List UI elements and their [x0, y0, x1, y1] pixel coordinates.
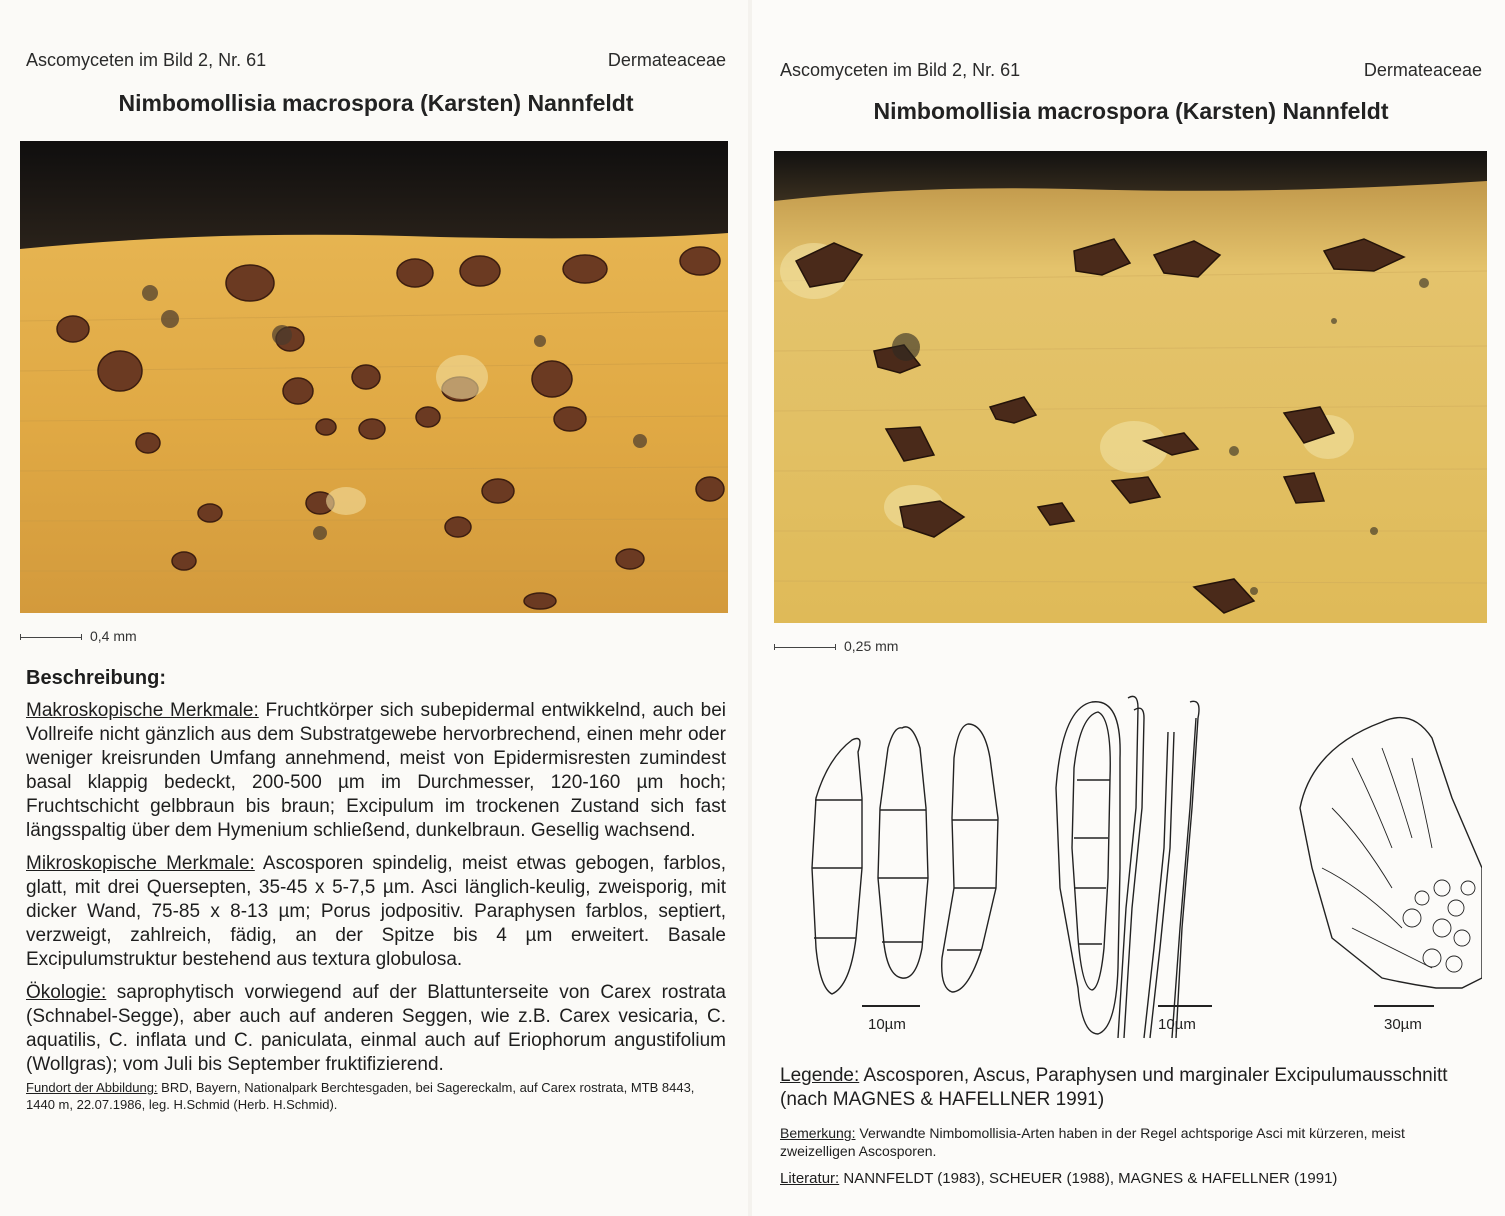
- ascospore-2: [878, 727, 928, 978]
- right-photo: [774, 151, 1487, 623]
- description-heading: Beschreibung:: [26, 667, 167, 689]
- excipulum-scale-label: 30µm: [1384, 1016, 1422, 1033]
- literatur-label: Literatur:: [780, 1170, 840, 1187]
- fundort-paragraph: [26, 1079, 726, 1113]
- left-scale-bar: [20, 628, 137, 644]
- ascospore-1: [812, 739, 862, 995]
- right-scale-bar: [774, 638, 898, 654]
- mikroskopische-merkmale-label: Mikroskopische Merkmale:: [26, 853, 255, 874]
- makroskopische-merkmale-text: Fruchtkörper sich subepidermal entwikkelnd, auch bei Vollreife nicht gänzlich aus dem Substratgewebe hervorbrechend, einen mehr oder weniger kreisrunden Umfang annehmend, meist von Epidermisresten zumindest basal klappig bedeckt, 200-500 µm im Durchmesser, 120-160 µm hoch; Fruchtschicht gelbbraun bis braun; Excipulum im trockenen Zustand sich fast längsspaltig über dem Hymenium schließend, dunkelbraun. Gesellig wachsend.: [26, 700, 726, 841]
- makroskopische-merkmale-label: Makroskopische Merkmale:: [26, 700, 259, 721]
- legende-label: Legende:: [780, 1065, 860, 1086]
- right-scale-bar-label: 0,25 mm: [844, 638, 899, 654]
- right-notes: [780, 1064, 1482, 1197]
- oekologie-text: saprophytisch vorwiegend auf der Blattunterseite von Carex rostrata (Schnabel-Segge), aber auch auf anderen Seggen, wie z.B. Carex vesicaria, C. aquatilis, C. inflata und C. paniculata, einmal auch auf Eriophorum angustifolium (Wollgras); vom Juli bis September fruktifizierend.: [26, 982, 726, 1075]
- oekologie-paragraph: [26, 981, 726, 1077]
- bemerkung-text: Verwandte Nimbomollisia-Arten haben in der Regel achtsporige Asci mit kürzeren, meist zweizelligen Ascosporen.: [780, 1125, 1405, 1159]
- right-scale-bar-line: [774, 644, 836, 650]
- literatur-text: NANNFELDT (1983), SCHEUER (1988), MAGNES & HAFELLNER (1991): [839, 1170, 1338, 1187]
- paraphysis-1: [1118, 696, 1138, 1038]
- right-family-label: Dermateaceae: [1363, 60, 1482, 80]
- left-photo: [20, 141, 728, 613]
- ascospore-scale-label: 10µm: [868, 1016, 906, 1033]
- left-page: [0, 0, 748, 1216]
- fundort-text: BRD, Bayern, Nationalpark Berchtesgaden, bei Sagereckalm, auf Carex rostrata, MTB 8443, 1440 m, 22.07.1986, leg. H.Schmid (Herb. H.Schmid).: [26, 1080, 695, 1112]
- right-photo-image: [774, 151, 1487, 623]
- ascospore-3: [942, 724, 998, 992]
- bemerkung-paragraph: [780, 1124, 1482, 1160]
- mikroskopische-merkmale-text: Ascosporen spindelig, meist etwas gebogen, farblos, glatt, mit drei Quersepten, 35-45 x 5-7,5 µm. Asci länglich-keulig, zweisporig, mit dicker Wand, 75-85 x 8-13 µm; Porus jodpositiv. Paraphysen farblos, septiert, verzweigt, zahlreich, fädig, an der Spitze bis 4 µm erweitert. Basale Excipulumstruktur bestehend aus textura globulosa.: [26, 853, 726, 970]
- right-series-label: Ascomyceten im Bild 2, Nr. 61: [780, 60, 1021, 80]
- legende-paragraph: [780, 1064, 1482, 1112]
- mikroskopische-merkmale-paragraph: [26, 852, 726, 972]
- microscopy-drawing: [792, 688, 1482, 1040]
- paraphysis-2: [1144, 732, 1168, 1038]
- right-page: [752, 0, 1505, 1216]
- right-page-title: Nimbomollisia macrospora (Karsten) Nannfeldt: [873, 98, 1389, 124]
- oekologie-label: Ökologie:: [26, 982, 107, 1003]
- makroskopische-merkmale-paragraph: [26, 699, 726, 843]
- left-description: [26, 666, 726, 1122]
- fundort-label: Fundort der Abbildung:: [26, 1080, 158, 1095]
- legende-text: Ascosporen, Ascus, Paraphysen und marginaler Excipulumausschnitt (nach MAGNES & HAFELLNER 1991): [780, 1065, 1448, 1110]
- left-scale-bar-label: 0,4 mm: [90, 628, 137, 644]
- literatur-paragraph: [780, 1170, 1482, 1188]
- left-photo-image: [20, 141, 728, 613]
- ascus-scale-label: 10µm: [1158, 1016, 1196, 1033]
- left-family-label: Dermateaceae: [607, 50, 726, 70]
- left-scale-bar-line: [20, 634, 82, 640]
- bemerkung-label: Bemerkung:: [780, 1125, 856, 1141]
- left-page-title: Nimbomollisia macrospora (Karsten) Nannfeldt: [118, 90, 634, 116]
- paraphysis-3: [1176, 701, 1199, 1038]
- left-series-label: Ascomyceten im Bild 2, Nr. 61: [26, 50, 267, 70]
